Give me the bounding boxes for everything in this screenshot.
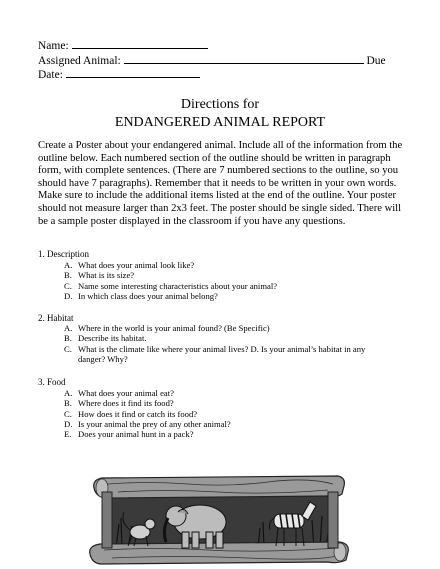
intro-line: Create a Poster about your endangered animal. Include all of the information from the [38, 140, 403, 151]
item-text: Name some interesting characteristics about your animal? [78, 280, 278, 291]
section-items-food [64, 388, 231, 439]
outline-item [64, 344, 378, 365]
outline-item [64, 281, 277, 291]
intro-line: form, with complete sentences. (There are 7 numbered sections to the outline, so you [38, 165, 399, 177]
animal-banner-illustration [88, 466, 350, 566]
item-letter: A. [64, 388, 73, 398]
date-label: Date: [38, 69, 63, 81]
outline-item [64, 291, 277, 301]
item-text: Is your animal the prey of any other animal? [78, 418, 231, 429]
item-letter: C. [64, 408, 72, 419]
item-letter: D. [64, 418, 73, 429]
intro-line: should not measure larger than 2x3 feet. The poster should be single sided. There will [38, 202, 402, 214]
item-letter: B. [64, 270, 72, 281]
animal-line [38, 53, 386, 68]
intro-paragraph [38, 140, 410, 228]
date-blank [66, 67, 200, 78]
date-line [38, 67, 200, 82]
name-line [38, 38, 208, 53]
item-letter: C. [64, 280, 72, 291]
right-post [328, 492, 338, 548]
item-text: What is the climate like where your animal lives? D. Is your animal’s habitat in any danger? Why? [78, 343, 366, 364]
outline-item [64, 419, 231, 429]
item-text: Where does it find its food? [78, 398, 174, 409]
intro-line: outline below. Each numbered section of the outline should be written in paragraph [38, 152, 391, 164]
animal-blank [124, 53, 364, 64]
intro-line: be a sample poster displayed in the classroom if you have any questions. [38, 215, 346, 227]
item-text: Where in the world is your animal found? (Be Specific) [78, 323, 270, 333]
title-line-1: Directions for [180, 97, 260, 112]
intro-line: should have 7 paragraphs). Remember that it needs to be written in your own words. [38, 177, 397, 189]
item-text: Describe its habitat. [78, 333, 147, 344]
outline-item [64, 323, 378, 333]
item-text: How does it find or catch its food? [78, 408, 198, 419]
item-text: In which class does your animal belong? [78, 290, 218, 301]
outline-item [64, 333, 378, 343]
item-text: What does your animal eat? [78, 388, 174, 398]
intro-line: Make sure to include the additional items listed at the end of the outline. Your poster [38, 190, 397, 202]
item-letter: A. [64, 323, 73, 333]
top-log [94, 476, 345, 498]
item-letter: B. [64, 398, 72, 409]
section-items-description [64, 260, 277, 301]
left-post [102, 492, 112, 548]
section-heading-habitat: 2. Habitat [38, 313, 74, 323]
item-text: What does your animal look like? [78, 260, 195, 270]
item-letter: E. [64, 429, 72, 440]
outline-item [64, 398, 231, 408]
name-label: Name: [38, 40, 69, 52]
title-line-2: ENDANGERED ANIMAL REPORT [114, 115, 326, 130]
item-letter: A. [64, 260, 73, 270]
section-items-habitat [64, 323, 378, 364]
outline-item [64, 409, 231, 419]
item-text: Does your animal hunt in a pack? [78, 429, 194, 440]
item-letter: C. [64, 343, 72, 354]
outline-item [64, 388, 231, 398]
name-blank [72, 38, 208, 49]
outline-item [64, 270, 277, 280]
outline-item [64, 260, 277, 270]
item-letter: B. [64, 333, 72, 344]
item-letter: D. [64, 290, 73, 301]
section-heading-food: 3. Food [38, 377, 66, 387]
due-label: Due [366, 55, 386, 67]
outline-item [64, 429, 231, 439]
animal-label: Assigned Animal: [38, 55, 121, 67]
section-heading-description: 1. Description [38, 249, 89, 259]
item-text: What is its size? [78, 270, 135, 281]
